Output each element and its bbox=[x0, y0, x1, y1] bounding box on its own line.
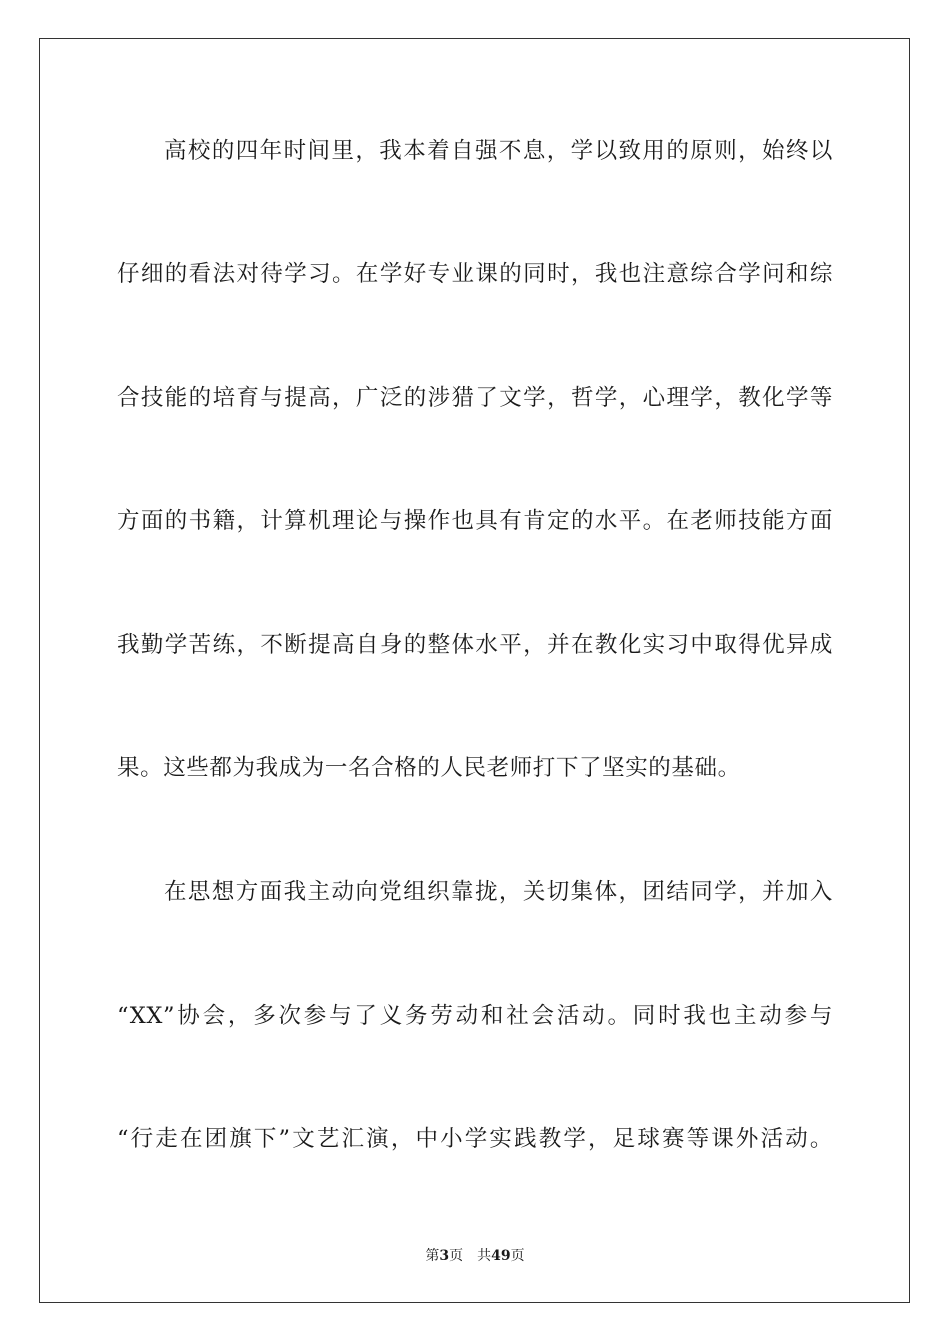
paragraph-2-line-3: “行走在团旗下”文艺汇演，中小学实践教学，足球赛等课外活动。 bbox=[117, 1126, 833, 1152]
page-border bbox=[39, 38, 910, 1303]
footer-total-suffix: 页 bbox=[510, 1248, 525, 1264]
footer-page-suffix: 页 bbox=[449, 1248, 464, 1264]
paragraph-1-line-3: 合技能的培育与提高，广泛的涉猎了文学，哲学，心理学，教化学等 bbox=[117, 385, 833, 411]
footer-total-pages: 49 bbox=[491, 1248, 511, 1264]
paragraph-1-line-6: 果。这些都为我成为一名合格的人民老师打下了坚实的基础。 bbox=[117, 755, 741, 781]
paragraph-1-line-1: 高校的四年时间里，我本着自强不息，学以致用的原则，始终以 bbox=[164, 138, 833, 164]
paragraph-2-line-1: 在思想方面我主动向党组织靠拢，关切集体，团结同学，并加入 bbox=[164, 879, 833, 905]
footer-page-prefix: 第 bbox=[425, 1248, 440, 1264]
paragraph-2-line-2: “XX”协会，多次参与了义务劳动和社会活动。同时我也主动参与 bbox=[117, 1003, 833, 1029]
footer-total-prefix: 共 bbox=[477, 1248, 492, 1264]
page-footer bbox=[0, 1247, 950, 1265]
footer-page-number: 3 bbox=[439, 1248, 450, 1264]
paragraph-1-line-2: 仔细的看法对待学习。在学好专业课的同时，我也注意综合学问和综 bbox=[117, 261, 833, 287]
paragraph-1-line-4: 方面的书籍，计算机理论与操作也具有肯定的水平。在老师技能方面 bbox=[117, 508, 833, 534]
paragraph-1-line-5: 我勤学苦练，不断提高自身的整体水平，并在教化实习中取得优异成 bbox=[117, 632, 833, 658]
